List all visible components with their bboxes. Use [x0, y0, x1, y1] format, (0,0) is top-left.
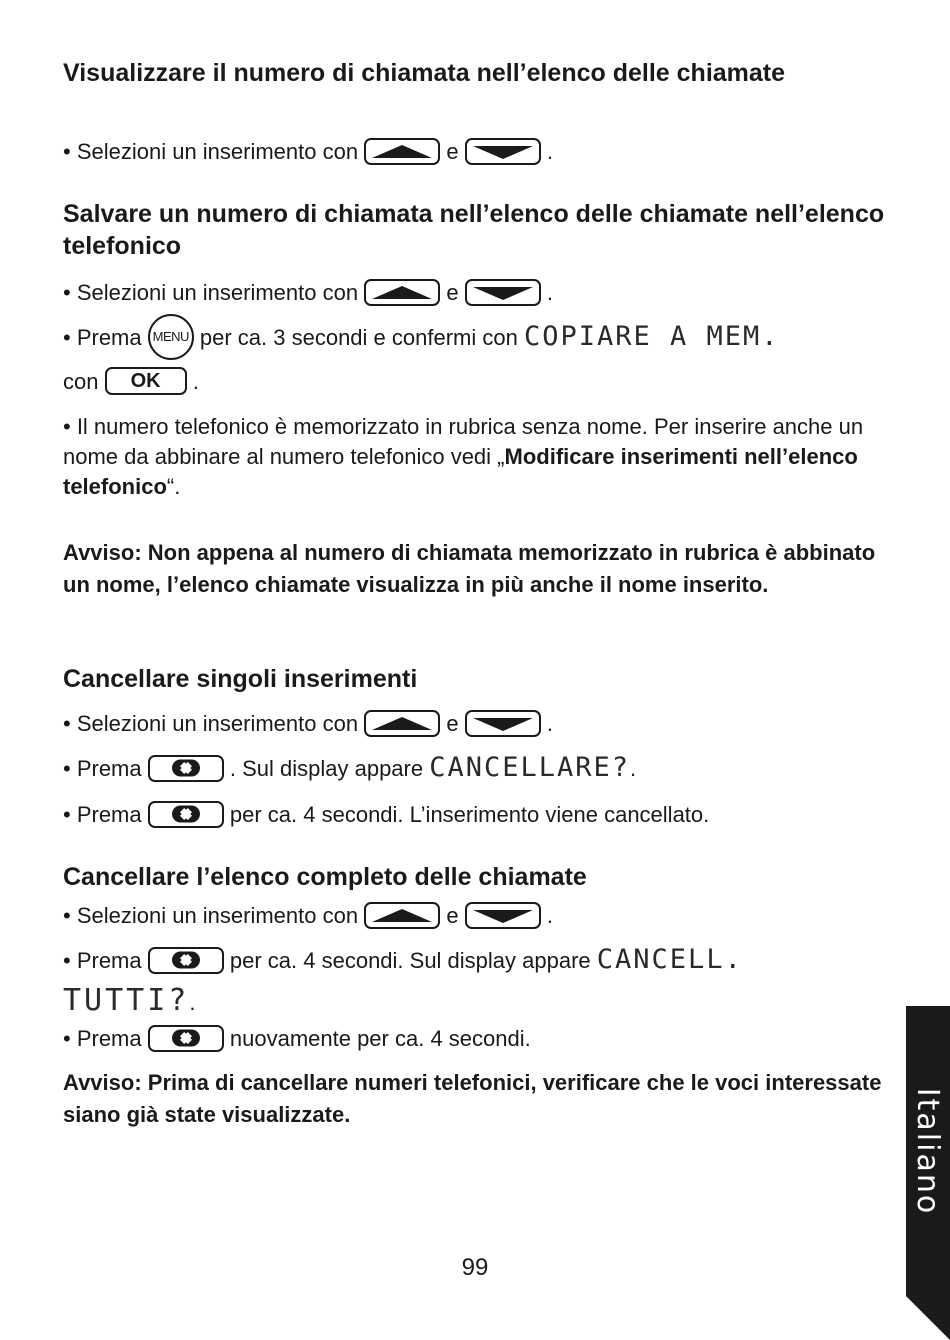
- delete-key-icon: [148, 1025, 224, 1052]
- instruction-line: • Prema nuovamente per ca. 4 secondi.: [63, 1026, 531, 1051]
- arrow-up-key-icon: [364, 138, 440, 165]
- instruction-line: • Selezioni un inserimento con e .: [63, 711, 553, 736]
- section-title: Salvare un numero di chiamata nell’elenco delle chiamate nell’elenco telefonico: [63, 200, 885, 260]
- delete-key-icon: [148, 947, 224, 974]
- cross-reference: Modificare inserimenti nell’elenco telefonico: [63, 444, 858, 499]
- display-text: CANCELL.: [596, 944, 743, 975]
- delete-key-icon: [148, 755, 224, 782]
- arrow-down-key-icon: [465, 279, 541, 306]
- notice-text: Avviso: Prima di cancellare numeri telefonici, verificare che le voci interessate siano già state visualizzate.: [63, 1070, 882, 1127]
- display-text: CANCELLARE?: [429, 752, 631, 783]
- arrow-up-key-icon: [364, 902, 440, 929]
- instruction-line: • Selezioni un inserimento con e .: [63, 903, 553, 928]
- section-save-to-phonebook: [63, 198, 893, 262]
- delete-key-icon: [148, 801, 224, 828]
- arrow-down-key-icon: [465, 902, 541, 929]
- section-delete-all: [63, 861, 893, 893]
- language-label: Italiano: [910, 1087, 946, 1215]
- section-view-call-number: [63, 57, 893, 89]
- display-text: TUTTI?: [63, 983, 190, 1018]
- arrow-down-key-icon: [465, 710, 541, 737]
- section-title: Cancellare l’elenco completo delle chiamate: [63, 863, 587, 891]
- instruction-paragraph: • Il numero telefonico è memorizzato in rubrica senza nome. Per inserire anche un nome da abbinare al numero telefonico vedi „Modificare inserimenti nell’elenco telefonico“.: [63, 414, 864, 499]
- instruction-line: • Prema MENU per ca. 3 secondi e confermi con COPIARE A MEM.: [63, 318, 893, 360]
- ok-key-icon: OK: [105, 367, 187, 395]
- arrow-up-key-icon: [364, 710, 440, 737]
- instruction-line: • Prema per ca. 4 secondi. Sul display appare CANCELL.: [63, 944, 743, 975]
- page-number: 99: [461, 1254, 489, 1281]
- instruction-line: con OK .: [63, 369, 199, 394]
- language-tab: [906, 1006, 950, 1340]
- display-text: COPIARE A MEM.: [523, 320, 780, 352]
- notice-text: Avviso: Non appena al numero di chiamata memorizzato in rubrica è abbinato un nome, l’elenco chiamate visualizza in più anche il nome inserito.: [63, 540, 876, 597]
- arrow-up-key-icon: [364, 279, 440, 306]
- menu-key-icon: MENU: [148, 314, 194, 360]
- section-delete-single: [63, 663, 893, 695]
- section-title: Visualizzare il numero di chiamata nell’elenco delle chiamate: [63, 59, 786, 87]
- display-continuation: TUTTI?.: [63, 983, 196, 1018]
- instruction-line: • Selezioni un inserimento con e .: [63, 280, 553, 305]
- arrow-down-key-icon: [465, 138, 541, 165]
- instruction-line: • Prema . Sul display appare CANCELLARE?.: [63, 752, 637, 783]
- section-title: Cancellare singoli inserimenti: [63, 665, 418, 693]
- instruction-line: • Prema per ca. 4 secondi. L’inserimento viene cancellato.: [63, 802, 710, 827]
- instruction-line: • Selezioni un inserimento con e .: [63, 139, 553, 164]
